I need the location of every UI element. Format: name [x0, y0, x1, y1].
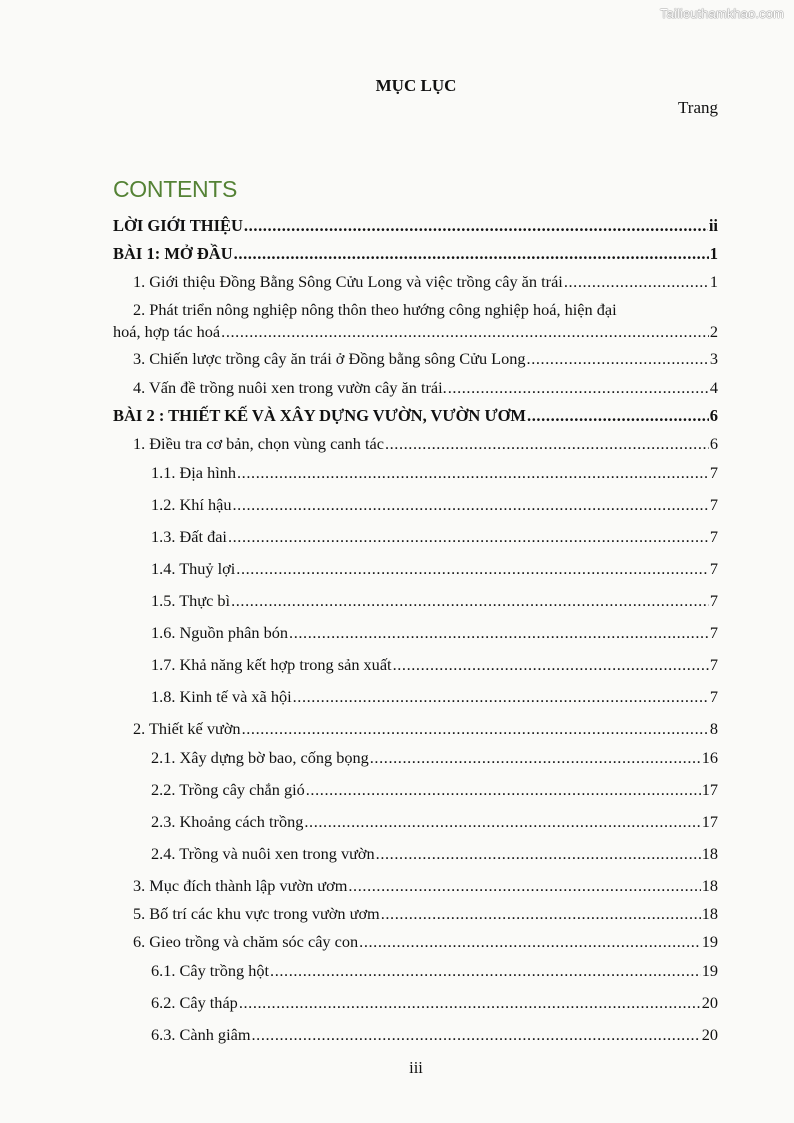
toc-entry-page: ii	[708, 216, 718, 235]
toc-entry-label: 1.8. Kinh tế và xã hội	[151, 687, 292, 706]
toc-entry-label: 3. Mục đích thành lập vườn ươm	[133, 876, 348, 895]
toc-entry-page: 1	[709, 272, 718, 291]
toc-entry-page: 7	[709, 463, 718, 482]
toc-entry-label: 4. Vấn đề trồng nuôi xen trong vườn cây ăn trái.	[133, 378, 447, 397]
toc-leader-dots	[527, 406, 709, 426]
toc-entry[interactable]	[151, 961, 718, 981]
toc-entry-page: 18	[701, 876, 718, 895]
document-title: MỤC LỤC	[375, 76, 457, 95]
toc-leader-dots	[237, 463, 709, 483]
toc-leader-dots	[228, 527, 709, 547]
toc-leader-dots	[233, 495, 709, 515]
toc-entry-page: 7	[709, 655, 718, 674]
toc-entry[interactable]	[151, 591, 718, 611]
toc-entry-page: 4	[709, 378, 718, 397]
toc-entry-page: 6	[709, 434, 718, 453]
toc-leader-dots	[359, 932, 701, 952]
toc-entry[interactable]	[113, 406, 718, 426]
toc-entry-page: 7	[709, 495, 718, 514]
toc-entry-label: 3. Chiến lược trồng cây ăn trái ở Đồng bằng sông Cửu Long	[133, 349, 526, 368]
toc-entry-page: 16	[701, 748, 718, 767]
toc-entry-page: 3	[709, 349, 718, 368]
toc-entry[interactable]	[133, 378, 718, 398]
toc-entry[interactable]	[113, 322, 718, 342]
toc-leader-dots	[239, 993, 701, 1013]
toc-entry-page: 18	[701, 844, 718, 863]
toc-entry-page: 7	[709, 527, 718, 546]
toc-leader-dots	[370, 748, 701, 768]
toc-entry-page: 7	[709, 623, 718, 642]
toc-leader-dots	[231, 591, 709, 611]
toc-leader-dots	[293, 687, 709, 707]
toc-entry[interactable]	[133, 719, 718, 739]
toc-entry-page: 19	[701, 961, 718, 980]
toc-entry-label: 2.4. Trồng và nuôi xen trong vườn	[151, 844, 375, 863]
toc-entry[interactable]	[151, 780, 718, 800]
toc-entry-page: 8	[709, 719, 718, 738]
toc-leader-dots	[251, 1025, 700, 1045]
toc-entry[interactable]	[151, 527, 718, 547]
toc-entry-label: BÀI 2 : THIẾT KẾ VÀ XÂY DỰNG VƯỜN, VƯỜN ƯƠM	[113, 406, 526, 425]
toc-entry[interactable]	[113, 216, 718, 236]
toc-leader-dots	[270, 961, 701, 981]
toc-leader-dots	[242, 719, 709, 739]
toc-entry[interactable]	[151, 748, 718, 768]
toc-entry-label: 1.3. Đất đai	[151, 527, 227, 546]
toc-entry[interactable]	[113, 244, 718, 264]
watermark: Tailieuthamkhao.com	[659, 6, 784, 21]
toc-entry-label: 1.4. Thuỷ lợi	[151, 559, 236, 578]
toc-entry[interactable]	[151, 812, 718, 832]
toc-entry[interactable]	[151, 1025, 718, 1045]
toc-leader-dots	[234, 244, 709, 264]
toc-entry-page: 17	[701, 812, 718, 831]
toc-entry-page: 7	[709, 687, 718, 706]
toc-entry-label: 5. Bố trí các khu vực trong vườn ươm	[133, 904, 380, 923]
toc-entry-label: 6. Gieo trồng và chăm sóc cây con	[133, 932, 359, 951]
toc-entry-page: 19	[701, 932, 718, 951]
toc-leader-dots	[348, 876, 700, 896]
toc-entry-label: 1.2. Khí hậu	[151, 495, 232, 514]
toc-leader-dots	[564, 272, 709, 292]
toc-entry-page: 1	[709, 244, 718, 263]
toc-leader-dots	[221, 322, 709, 342]
toc-entry-label: 2.3. Khoảng cách trồng	[151, 812, 304, 831]
toc-entry-label: LỜI GIỚI THIỆU	[113, 216, 243, 235]
toc-entry-label: 1.6. Nguồn phân bón	[151, 623, 289, 642]
toc-entry-label: 6.1. Cây trồng hột	[151, 961, 270, 980]
toc-entry-label: 2.1. Xây dựng bờ bao, cống bọng	[151, 748, 369, 767]
toc-entry-page: 7	[709, 559, 718, 578]
toc-entry-label: 1.5. Thực bì	[151, 591, 231, 610]
toc-entry-label: 6.2. Cây tháp	[151, 993, 238, 1012]
toc-entry-label: 1. Điều tra cơ bản, chọn vùng canh tác	[133, 434, 384, 453]
toc-entry-label: 1.1. Địa hình	[151, 463, 237, 482]
toc-entry[interactable]	[151, 623, 718, 643]
toc-leader-dots	[393, 655, 709, 675]
toc-entry-page: 20	[701, 1025, 718, 1044]
toc-entry[interactable]	[151, 655, 718, 675]
toc-entry[interactable]	[151, 463, 718, 483]
toc-leader-dots	[448, 378, 709, 398]
toc-entry-page: 20	[701, 993, 718, 1012]
toc-entry[interactable]	[133, 272, 718, 292]
page-number: iii	[409, 1058, 423, 1077]
toc-leader-dots	[236, 559, 709, 579]
toc-entry-page: 7	[709, 591, 718, 610]
toc-entry[interactable]	[133, 932, 718, 952]
toc-entry-page: 2	[709, 322, 718, 341]
toc-leader-dots	[306, 780, 701, 800]
toc-entry[interactable]	[133, 876, 718, 896]
toc-entry-label: BÀI 1: MỞ ĐẦU	[113, 244, 233, 263]
toc-entry-label: hoá, hợp tác hoá	[113, 322, 221, 341]
toc-leader-dots	[385, 434, 709, 454]
toc-entry[interactable]	[151, 495, 718, 515]
toc-leader-dots	[376, 844, 701, 864]
toc-entry[interactable]	[133, 434, 718, 454]
toc-leader-dots	[289, 623, 709, 643]
toc-entry[interactable]	[151, 844, 718, 864]
toc-leader-dots	[527, 349, 709, 369]
toc-entry[interactable]	[151, 993, 718, 1013]
toc-entry[interactable]	[151, 559, 718, 579]
toc-leader-dots	[304, 812, 700, 832]
toc-entry-label: 2.2. Trồng cây chắn gió	[151, 780, 305, 799]
page-column-label: Trang	[678, 98, 718, 117]
toc-entry-wrapped-line1[interactable]: 2. Phát triển nông nghiệp nông thôn theo hướng công nghiệp hoá, hiện đại	[133, 300, 617, 319]
toc-entry-label: 1.7. Khả năng kết hợp trong sản xuất	[151, 655, 392, 674]
toc-leader-dots	[381, 904, 701, 924]
toc-entry-page: 18	[701, 904, 718, 923]
toc-entry[interactable]	[133, 349, 718, 369]
toc-entry-page: 17	[701, 780, 718, 799]
toc-entry-label: 6.3. Cành giâm	[151, 1025, 251, 1044]
toc-entry-page: 6	[709, 406, 718, 425]
contents-heading: CONTENTS	[113, 176, 238, 202]
toc-entry[interactable]	[151, 687, 718, 707]
toc-entry-label: 1. Giới thiệu Đồng Bằng Sông Cửu Long và việc trồng cây ăn trái	[133, 272, 563, 291]
toc-entry-label: 2. Thiết kế vườn	[133, 719, 241, 738]
toc-leader-dots	[244, 216, 708, 236]
toc-entry[interactable]	[133, 904, 718, 924]
